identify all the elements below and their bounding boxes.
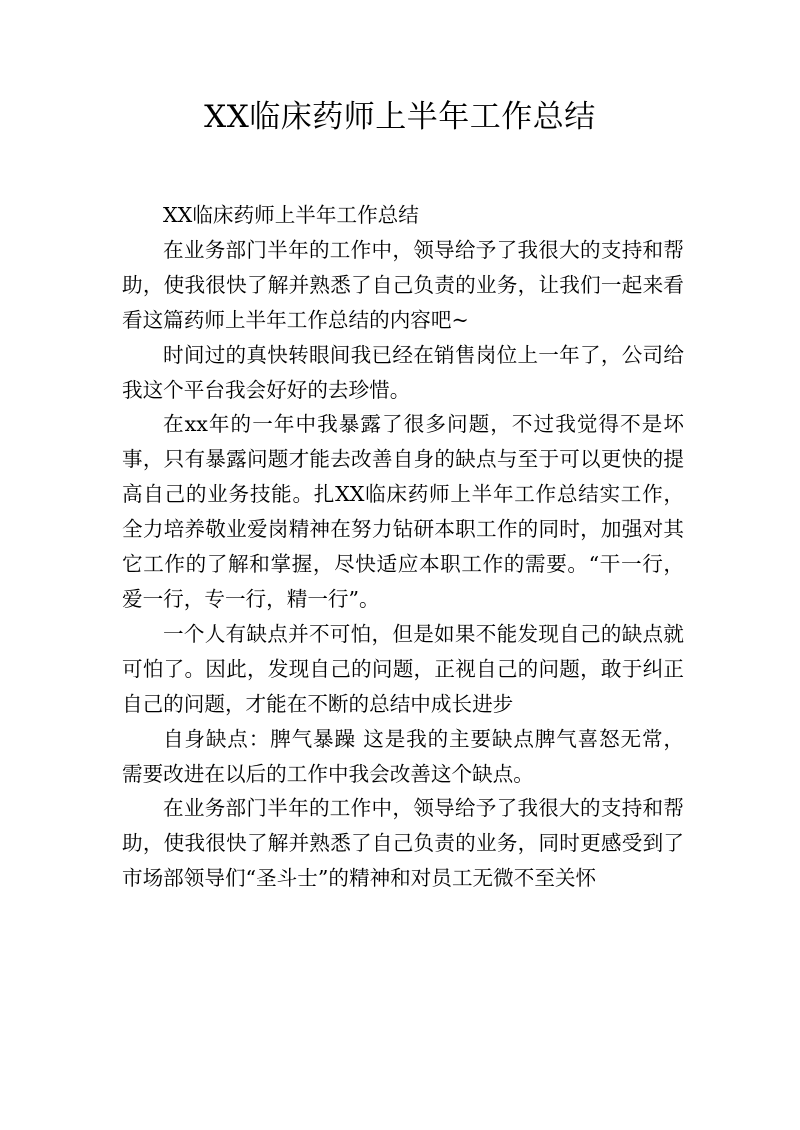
paragraph-subtitle: XX临床药师上半年工作总结	[163, 203, 419, 227]
paragraph-time: 时间过的真快转眼间我已经在销售岗位上一年了，公司给我这个平台我会好好的去珍惜。	[122, 342, 684, 402]
paragraph-support: 在业务部门半年的工作中，领导给予了我很大的支持和帮助，使我很快了解并熟悉了自己负责的业务，同时更感受到了市场部领导们“圣斗士”的精神和对员工无微不至关怀	[122, 796, 684, 891]
paragraph-problems: 在xx年的一年中我暴露了很多问题，不过我觉得不是坏事，只有暴露问题才能去改善自身的缺点与至于可以更快的提高自己的业务技能。扎XX临床药师上半年工作总结实工作，全力培养敬业爱岗精神在努力钻研本职工作的同时，加强对其它工作的了解和掌握，尽快适应本职工作的需要。“干一行，爱一行，专一行，精一行”。	[122, 412, 684, 611]
paragraph-shortcomings: 一个人有缺点并不可怕，但是如果不能发现自己的缺点就可怕了。因此，发现自己的问题，正视自己的问题，敢于纠正自己的问题，才能在不断的总结中成长进步	[122, 621, 684, 716]
document-body	[122, 198, 684, 896]
document-title: XX临床药师上半年工作总结	[204, 99, 596, 135]
paragraph-intro: 在业务部门半年的工作中，领导给予了我很大的支持和帮助，使我很快了解并熟悉了自己负责的业务，让我们一起来看看这篇药师上半年工作总结的内容吧~	[122, 237, 684, 332]
paragraph-self-flaws: 自身缺点：脾气暴躁 这是我的主要缺点脾气喜怒无常，需要改进在以后的工作中我会改善这个缺点。	[122, 726, 684, 786]
